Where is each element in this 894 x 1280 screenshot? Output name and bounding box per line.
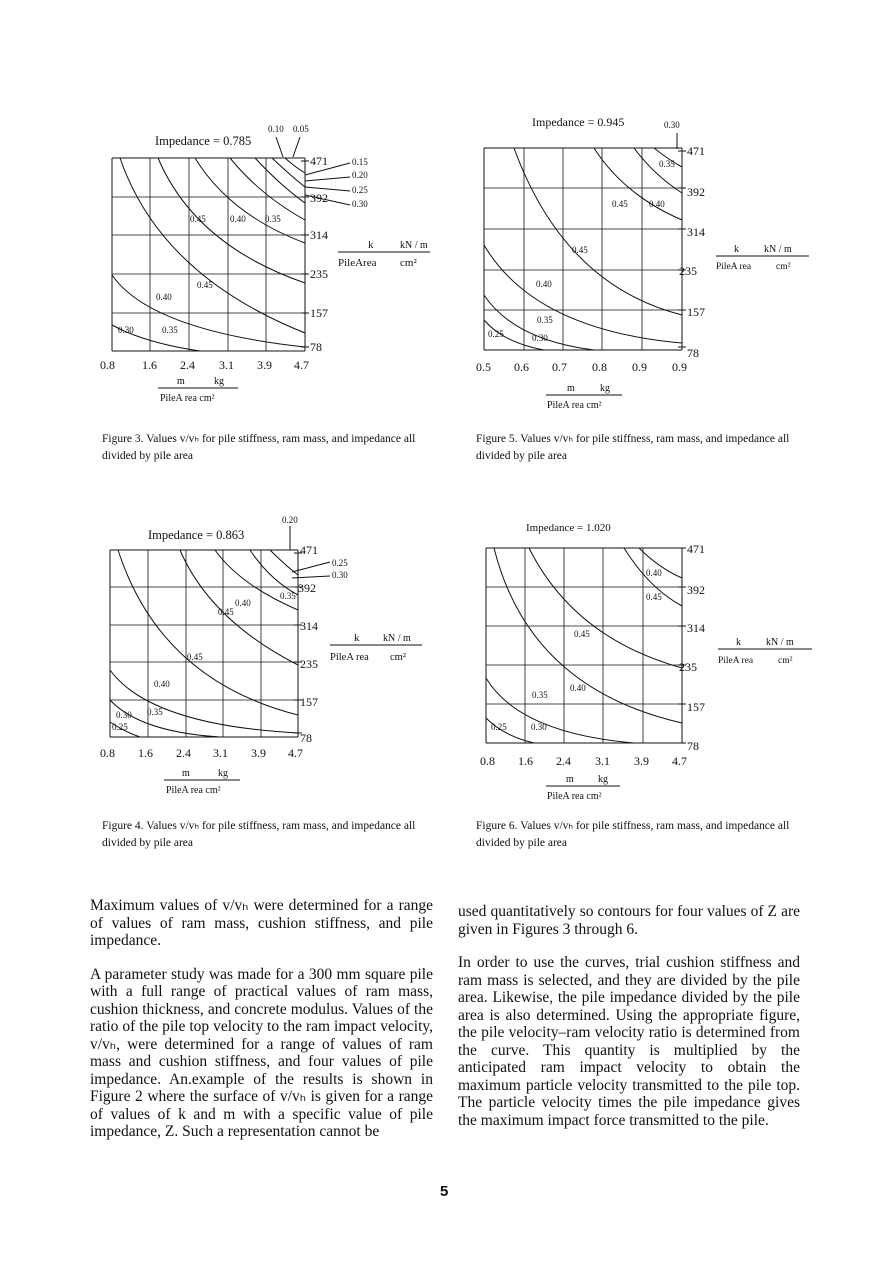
y-tick: 392 (687, 185, 705, 199)
contour-label: 0.40 (156, 292, 172, 302)
contour-label: 0.35 (280, 591, 296, 601)
contour-label: 0.40 (154, 679, 170, 689)
y-unit-k: k (736, 637, 741, 648)
y-unit-area: PileA rea (718, 656, 754, 666)
contour-label: 0.45 (612, 199, 628, 209)
x-unit-m: m (567, 383, 575, 394)
x-tick: 4.7 (288, 746, 303, 760)
y-unit-area: PileArea (338, 257, 377, 269)
x-unit-kg: kg (600, 383, 610, 394)
contour-label: 0.25 (488, 329, 504, 339)
y-tick: 392 (687, 583, 705, 597)
y-unit-k: k (354, 632, 360, 644)
impedance-label: Impedance = 0.945 (532, 115, 625, 129)
callout-label: 0.30 (332, 570, 348, 580)
contour-label: 0.30 (118, 325, 134, 335)
y-tick: 78 (310, 340, 322, 354)
x-tick: 2.4 (556, 754, 571, 768)
y-tick: 157 (300, 695, 318, 709)
y-tick: 78 (300, 731, 312, 745)
callout-label: 0.20 (352, 170, 368, 180)
figure-4-plot (100, 510, 430, 805)
top-label: 0.05 (293, 124, 309, 134)
paragraph: Maximum values of v/vₕ were determined for a range of values of ram mass, cushion stiffness, and pile impedance. (90, 897, 433, 949)
contour-label: 0.45 (572, 245, 588, 255)
x-tick: 3.1 (213, 746, 228, 760)
figure-6-plot (474, 518, 819, 808)
contour-label: 0.40 (235, 598, 251, 608)
impedance-label: Impedance = 0.863 (148, 528, 245, 542)
impedance-label: Impedance = 1.020 (526, 522, 611, 534)
top-label: 0.30 (664, 120, 680, 130)
x-tick: 1.6 (518, 754, 533, 768)
y-tick: 235 (679, 660, 697, 674)
contour-label: 0.40 (570, 683, 586, 693)
y-tick: 471 (300, 543, 318, 557)
contour-label: 0.45 (197, 280, 213, 290)
callout-label: 0.25 (332, 558, 348, 568)
x-tick: 4.7 (672, 754, 687, 768)
x-tick: 3.9 (257, 358, 272, 372)
top-label: 0.20 (282, 515, 298, 525)
contour-label: 0.45 (190, 214, 206, 224)
y-tick: 235 (310, 267, 328, 281)
x-tick: 2.4 (180, 358, 195, 372)
y-unit-kn: kN / m (383, 633, 411, 644)
x-tick: 3.9 (251, 746, 266, 760)
x-tick: 0.8 (592, 360, 607, 374)
figure-6-caption: Figure 6. Values v/vₕ for pile stiffness, ram mass, and impedance all divided by pile area (476, 820, 790, 849)
y-unit-area: PileA rea (330, 652, 369, 663)
contour-label: 0.40 (646, 568, 662, 578)
contour-label: 0.40 (536, 279, 552, 289)
x-tick: 3.9 (634, 754, 649, 768)
x-tick: 0.8 (100, 358, 115, 372)
contour-label: 0.40 (649, 199, 665, 209)
contour-label: 0.35 (659, 159, 675, 169)
contour-label: 0.45 (646, 592, 662, 602)
paragraph: used quantitatively so contours for four values of Z are given in Figures 3 through 6. (458, 903, 800, 938)
y-tick: 157 (687, 700, 705, 714)
y-tick: 78 (687, 346, 699, 360)
x-unit-area: PileA rea cm² (166, 785, 221, 796)
impedance-label: Impedance = 0.785 (155, 134, 252, 148)
x-tick: 3.1 (219, 358, 234, 372)
contour-label: 0.35 (532, 690, 548, 700)
figure-5-caption: Figure 5. Values v/vₕ for pile stiffness, ram mass, and impedance all divided by pile area (476, 433, 790, 462)
figure-3-caption: Figure 3. Values v/vₕ for pile stiffness, ram mass, and impedance all divided by pile area (102, 433, 416, 462)
x-unit-kg: kg (598, 774, 608, 785)
x-unit-area: PileA rea cm² (160, 393, 215, 404)
paragraph: A parameter study was made for a 300 mm square pile with a full range of practical values of ram mass, cushion thickness, and concrete modulus. Values of the ratio of the pile top velocity to the ram impact velocity, v/vₕ, were determined for a range of values of ram mass and cushion stiffness, and four values of pile impedance. An.example of the results is shown in Figure 2 where the surface of v/vₕ is given for a range of values of k and m with a specific value of pile impedance, Z. Such a representation cannot be (90, 965, 433, 1140)
x-unit-m: m (177, 376, 185, 387)
figure-3 (100, 115, 430, 415)
y-unit-kn: kN / m (764, 244, 792, 255)
y-unit-kn: kN / m (400, 240, 428, 251)
y-unit-k: k (368, 239, 374, 251)
y-tick: 314 (687, 621, 705, 635)
x-tick: 0.9 (672, 360, 687, 374)
y-unit-cm: cm² (400, 257, 417, 269)
callout-label: 0.15 (352, 157, 368, 167)
x-tick: 0.6 (514, 360, 529, 374)
x-tick: 1.6 (142, 358, 157, 372)
contour-label: 0.45 (187, 652, 203, 662)
contour-label: 0.45 (574, 629, 590, 639)
contour-label: 0.25 (112, 722, 128, 732)
y-unit-cm: cm² (390, 652, 406, 663)
grid (112, 158, 305, 351)
x-unit-m: m (182, 768, 190, 779)
contour-label: 0.30 (532, 333, 548, 343)
body-right-column (458, 903, 800, 1145)
x-unit-kg: kg (218, 768, 228, 779)
y-unit-kn: kN / m (766, 637, 794, 648)
y-tick: 78 (687, 739, 699, 753)
x-unit-kg: kg (214, 376, 224, 387)
x-unit-m: m (566, 774, 574, 785)
x-tick: 1.6 (138, 746, 153, 760)
figure-4 (100, 510, 430, 805)
figure-4-caption: Figure 4. Values v/vₕ for pile stiffness, ram mass, and impedance all divided by pile area (102, 820, 416, 849)
figure-3-plot (100, 115, 430, 415)
y-tick: 471 (687, 144, 705, 158)
figure-6 (474, 518, 819, 808)
x-unit-area: PileA rea cm² (547, 400, 602, 411)
y-unit-cm: cm² (776, 262, 791, 272)
x-tick: 0.9 (632, 360, 647, 374)
y-tick: 157 (687, 305, 705, 319)
page-number: 5 (440, 1183, 449, 1200)
figure-5-plot (474, 115, 814, 415)
contour-label: 0.30 (531, 722, 547, 732)
contour-curves (110, 550, 298, 737)
y-unit-k: k (734, 244, 739, 255)
x-tick: 0.8 (480, 754, 495, 768)
y-tick: 157 (310, 306, 328, 320)
y-unit-area: PileA rea (716, 262, 752, 272)
contour-label: 0.45 (218, 607, 234, 617)
paragraph: In order to use the curves, trial cushion stiffness and ram mass is selected, and they are divided by the pile area. Likewise, the pile impedance divided by the pile area is also determined. Using the appropriate figure, the pile velocity–ram velocity ratio is determined from the curve. This quantity is multiplied by the anticipated ram impact velocity to obtain the maximum particle velocity transmitted to the pile top. The particle velocity times the pile impedance gives the maximum impact force transmitted to the pile. (458, 954, 800, 1129)
y-tick: 235 (679, 264, 697, 278)
contour-label: 0.35 (162, 325, 178, 335)
contour-curves (112, 158, 305, 351)
callout-label: 0.25 (352, 185, 368, 195)
contour-label: 0.35 (265, 214, 281, 224)
y-tick: 471 (687, 542, 705, 556)
y-tick: 392 (298, 581, 316, 595)
contour-label: 0.40 (230, 214, 246, 224)
contour-label: 0.35 (147, 707, 163, 717)
contour-label: 0.35 (537, 315, 553, 325)
y-tick: 314 (310, 228, 328, 242)
contour-label: 0.25 (491, 722, 507, 732)
x-unit-area: PileA rea cm² (547, 791, 602, 802)
y-tick: 235 (300, 657, 318, 671)
figure-5 (474, 115, 814, 415)
y-tick: 314 (300, 619, 318, 633)
x-tick: 0.8 (100, 746, 115, 760)
y-tick: 314 (687, 225, 705, 239)
x-tick: 3.1 (595, 754, 610, 768)
x-tick: 2.4 (176, 746, 191, 760)
contour-label: 0.30 (116, 710, 132, 720)
top-label: 0.10 (268, 124, 284, 134)
y-unit-cm: cm² (778, 656, 793, 666)
body-left-column (90, 897, 433, 1157)
x-tick: 0.7 (552, 360, 567, 374)
x-tick: 0.5 (476, 360, 491, 374)
x-tick: 4.7 (294, 358, 309, 372)
y-tick: 471 (310, 154, 328, 168)
grid (110, 550, 298, 737)
y-tick: 392 (310, 191, 328, 205)
callout-label: 0.30 (352, 199, 368, 209)
